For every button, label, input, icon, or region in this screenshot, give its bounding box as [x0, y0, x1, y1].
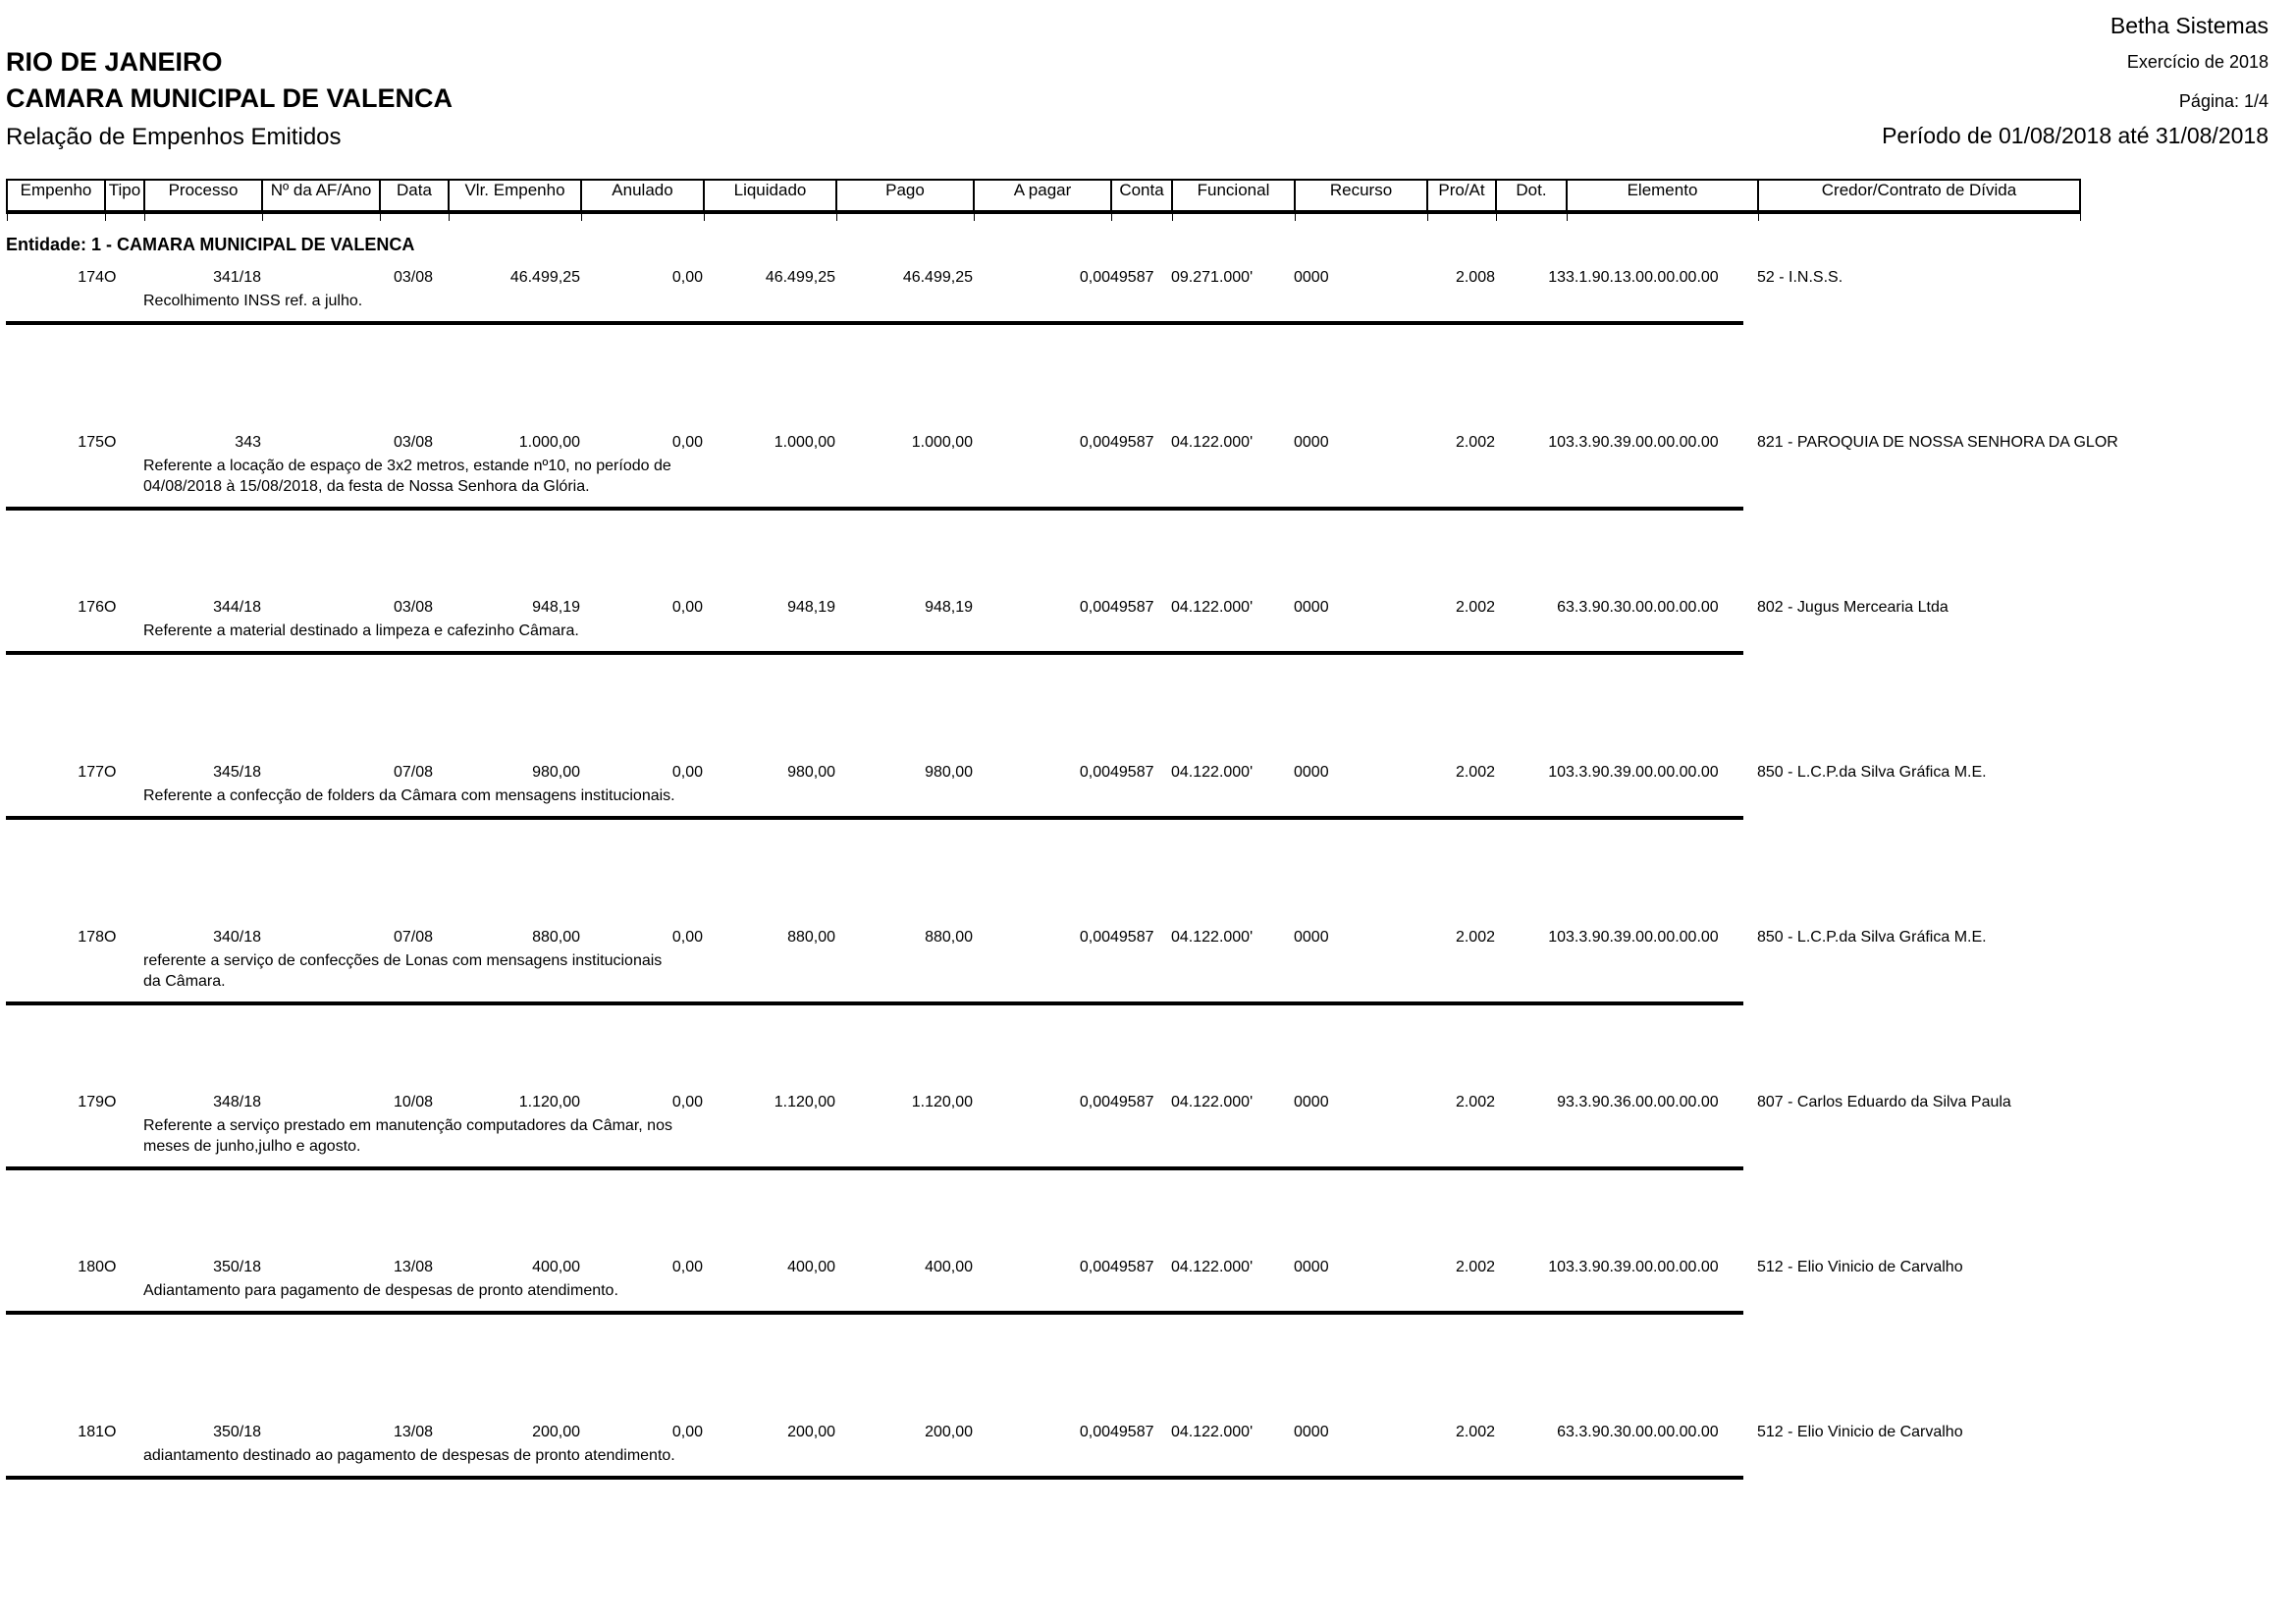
cell-af-ano [261, 1094, 379, 1115]
cell-a-pagar: 0,00 [1079, 1094, 1110, 1110]
cell-anulado: 0,00 [671, 1259, 703, 1275]
cell-funcional: 04.122.000' [1171, 1094, 1254, 1110]
cell-vlr-empenho: 46.499,25 [509, 269, 580, 286]
cell-funcional: 04.122.000' [1171, 929, 1254, 946]
cell-dot: 9 [1557, 1094, 1566, 1110]
column-header: Pro/At [1427, 180, 1496, 212]
cell-descricao: Referente a material destinado a limpeza e cafezinho Câmara. [143, 622, 579, 639]
cell-credor: 802 - Jugus Mercearia Ltda [1757, 599, 1949, 616]
empenhos-table-header [6, 179, 2081, 221]
cell-a-pagar: 0,00 [1079, 929, 1110, 946]
cell-elemento: 3.3.90.39.00.00.00.00 [1566, 929, 1719, 946]
cell-recurso: 0000 [1294, 599, 1329, 616]
column-header: Empenho [7, 180, 105, 212]
cell-conta: 49587 [1110, 764, 1154, 781]
cell-credor: 821 - PAROQUIA DE NOSSA SENHORA DA GLOR [1757, 434, 2118, 451]
record-separator [6, 816, 1743, 820]
cell-tipo: O [104, 1259, 117, 1275]
row-description [6, 621, 2079, 641]
cell-recurso: 0000 [1294, 434, 1329, 451]
table-row [6, 269, 2079, 291]
records-list [6, 269, 2296, 1589]
cell-elemento: 3.1.90.13.00.00.00.00 [1566, 269, 1719, 286]
cell-conta: 49587 [1110, 269, 1154, 286]
vendor-name: Betha Sistemas [2109, 13, 2269, 38]
column-header: Data [380, 180, 449, 212]
cell-pago: 400,00 [925, 1259, 973, 1275]
cell-funcional: 09.271.000' [1171, 269, 1254, 286]
cell-dot: 13 [1548, 269, 1566, 286]
cell-af-ano [261, 929, 379, 950]
row-description [6, 950, 2079, 992]
cell-descricao: adiantamento destinado ao pagamento de despesas de pronto atendimento. [143, 1447, 675, 1464]
cell-vlr-empenho: 980,00 [532, 764, 580, 781]
cell-anulado: 0,00 [671, 599, 703, 616]
cell-tipo: O [104, 1094, 117, 1110]
record-separator [6, 1311, 1743, 1315]
cell-vlr-empenho: 400,00 [532, 1259, 580, 1275]
state-name: RIO DE JANEIRO [6, 47, 223, 77]
cell-elemento: 3.3.90.36.00.00.00.00 [1566, 1094, 1719, 1110]
cell-credor: 807 - Carlos Eduardo da Silva Paula [1757, 1094, 2011, 1110]
cell-pago: 200,00 [925, 1424, 973, 1440]
cell-recurso: 0000 [1294, 269, 1329, 286]
cell-empenho: 175 [78, 434, 104, 451]
cell-pago: 1.000,00 [911, 434, 973, 451]
column-header: Processo [144, 180, 262, 212]
cell-data: 07/08 [393, 929, 434, 946]
row-description [6, 1445, 2079, 1466]
column-header: Liquidado [704, 180, 836, 212]
cell-pro-at: 2.008 [1455, 269, 1495, 286]
cell-conta: 49587 [1110, 929, 1154, 946]
row-description [6, 456, 2079, 497]
cell-empenho: 180 [78, 1259, 104, 1275]
column-header: A pagar [974, 180, 1111, 212]
table-row [6, 599, 2079, 621]
cell-dot: 10 [1548, 1259, 1566, 1275]
cell-processo: 343 [235, 434, 261, 451]
table-row [6, 434, 2079, 456]
cell-anulado: 0,00 [671, 434, 703, 451]
cell-empenho: 174 [78, 269, 104, 286]
cell-elemento: 3.3.90.39.00.00.00.00 [1566, 434, 1719, 451]
cell-liquidado: 980,00 [787, 764, 835, 781]
record-separator [6, 507, 1743, 511]
cell-funcional: 04.122.000' [1171, 599, 1254, 616]
empenho-record [6, 599, 2296, 764]
column-header: Conta [1111, 180, 1172, 212]
cell-pago: 1.120,00 [911, 1094, 973, 1110]
row-description [6, 1115, 2079, 1157]
cell-a-pagar: 0,00 [1079, 269, 1110, 286]
period-label: Período de 01/08/2018 até 31/08/2018 [1882, 123, 2269, 148]
cell-anulado: 0,00 [671, 929, 703, 946]
record-separator [6, 1476, 1743, 1480]
cell-funcional: 04.122.000' [1171, 1259, 1254, 1275]
cell-data: 10/08 [393, 1094, 434, 1110]
record-separator [6, 651, 1743, 655]
cell-data: 13/08 [393, 1259, 434, 1275]
table-row [6, 764, 2079, 785]
entity-name: CAMARA MUNICIPAL DE VALENCA [6, 83, 453, 113]
cell-af-ano [261, 434, 379, 456]
cell-a-pagar: 0,00 [1079, 1424, 1110, 1440]
cell-descricao: Recolhimento INSS ref. a julho. [143, 293, 363, 309]
cell-descricao: Referente a serviço prestado em manutenção computadores da Câmar, nos meses de junho,julho e agosto. [143, 1117, 672, 1155]
cell-liquidado: 948,19 [787, 599, 835, 616]
cell-conta: 49587 [1110, 1259, 1154, 1275]
cell-descricao: referente a serviço de confecções de Lonas com mensagens institucionais da Câmara. [143, 952, 663, 990]
cell-elemento: 3.3.90.30.00.00.00.00 [1566, 599, 1719, 616]
cell-pro-at: 2.002 [1455, 434, 1495, 451]
empenho-record [6, 1424, 2296, 1589]
cell-pago: 980,00 [925, 764, 973, 781]
cell-empenho: 178 [78, 929, 104, 946]
cell-empenho: 181 [78, 1424, 104, 1440]
cell-dot: 10 [1548, 434, 1566, 451]
cell-processo: 344/18 [213, 599, 261, 616]
table-row [6, 1259, 2079, 1280]
cell-data: 03/08 [393, 269, 434, 286]
cell-vlr-empenho: 948,19 [532, 599, 580, 616]
cell-pago: 880,00 [925, 929, 973, 946]
cell-descricao: Referente a confecção de folders da Câmara com mensagens institucionais. [143, 787, 675, 804]
cell-conta: 49587 [1110, 599, 1154, 616]
cell-liquidado: 880,00 [787, 929, 835, 946]
cell-descricao: Referente a locação de espaço de 3x2 metros, estande nº10, no período de 04/08/2018 à 15/08/2018, da festa de Nossa Senhora da Glória. [143, 458, 671, 495]
cell-af-ano [261, 764, 379, 785]
record-separator [6, 1166, 1743, 1170]
empenho-record [6, 929, 2296, 1094]
cell-a-pagar: 0,00 [1079, 1259, 1110, 1275]
table-row [6, 1424, 2079, 1445]
cell-pro-at: 2.002 [1455, 1424, 1495, 1440]
report-meta [1882, 12, 2269, 149]
empenho-record [6, 269, 2296, 434]
cell-processo: 350/18 [213, 1259, 261, 1275]
entity-group-label: Entidade: 1 - CAMARA MUNICIPAL DE VALENCA [6, 235, 415, 254]
cell-dot: 10 [1548, 764, 1566, 781]
cell-conta: 49587 [1110, 434, 1154, 451]
record-separator [6, 1001, 1743, 1005]
cell-data: 07/08 [393, 764, 434, 781]
cell-processo: 340/18 [213, 929, 261, 946]
cell-pago: 46.499,25 [902, 269, 973, 286]
empenho-record [6, 434, 2296, 599]
column-header: Tipo [105, 180, 144, 212]
cell-funcional: 04.122.000' [1171, 764, 1254, 781]
cell-processo: 348/18 [213, 1094, 261, 1110]
cell-empenho: 176 [78, 599, 104, 616]
cell-anulado: 0,00 [671, 1424, 703, 1440]
cell-liquidado: 400,00 [787, 1259, 835, 1275]
cell-recurso: 0000 [1294, 1424, 1329, 1440]
cell-data: 03/08 [393, 434, 434, 451]
cell-anulado: 0,00 [671, 764, 703, 781]
cell-liquidado: 46.499,25 [765, 269, 835, 286]
table-header-row [7, 180, 2080, 212]
cell-recurso: 0000 [1294, 764, 1329, 781]
row-description [6, 785, 2079, 806]
cell-elemento: 3.3.90.39.00.00.00.00 [1566, 764, 1719, 781]
page-number: Página: 1/4 [2178, 91, 2269, 111]
cell-data: 03/08 [393, 599, 434, 616]
empenho-record [6, 1094, 2296, 1259]
cell-credor: 512 - Elio Vinicio de Carvalho [1757, 1424, 1963, 1440]
cell-empenho: 179 [78, 1094, 104, 1110]
cell-tipo: O [104, 269, 117, 286]
cell-processo: 350/18 [213, 1424, 261, 1440]
cell-elemento: 3.3.90.30.00.00.00.00 [1566, 1424, 1719, 1440]
cell-recurso: 0000 [1294, 1259, 1329, 1275]
cell-processo: 345/18 [213, 764, 261, 781]
cell-empenho: 177 [78, 764, 104, 781]
cell-descricao: Adiantamento para pagamento de despesas de pronto atendimento. [143, 1282, 618, 1299]
cell-tipo: O [104, 599, 117, 616]
report-title: Relação de Empenhos Emitidos [6, 124, 342, 150]
cell-credor: 850 - L.C.P.da Silva Gráfica M.E. [1757, 929, 1987, 946]
cell-processo: 341/18 [213, 269, 261, 286]
row-description [6, 1280, 2079, 1301]
table-row [6, 1094, 2079, 1115]
column-header: Dot. [1496, 180, 1567, 212]
cell-pago: 948,19 [925, 599, 973, 616]
cell-af-ano [261, 599, 379, 621]
cell-af-ano [261, 1424, 379, 1445]
record-separator [6, 321, 1743, 325]
cell-conta: 49587 [1110, 1094, 1154, 1110]
cell-a-pagar: 0,00 [1079, 764, 1110, 781]
header-underline [7, 212, 2080, 221]
cell-vlr-empenho: 1.000,00 [518, 434, 580, 451]
column-header: Recurso [1295, 180, 1427, 212]
cell-vlr-empenho: 1.120,00 [518, 1094, 580, 1110]
cell-elemento: 3.3.90.39.00.00.00.00 [1566, 1259, 1719, 1275]
cell-liquidado: 1.120,00 [774, 1094, 835, 1110]
cell-vlr-empenho: 880,00 [532, 929, 580, 946]
cell-recurso: 0000 [1294, 1094, 1329, 1110]
cell-tipo: O [104, 929, 117, 946]
cell-credor: 52 - I.N.S.S. [1757, 269, 1843, 286]
cell-credor: 850 - L.C.P.da Silva Gráfica M.E. [1757, 764, 1987, 781]
column-header: Funcional [1172, 180, 1295, 212]
cell-recurso: 0000 [1294, 929, 1329, 946]
cell-liquidado: 1.000,00 [774, 434, 835, 451]
cell-anulado: 0,00 [671, 1094, 703, 1110]
cell-pro-at: 2.002 [1455, 599, 1495, 616]
cell-dot: 10 [1548, 929, 1566, 946]
cell-pro-at: 2.002 [1455, 1259, 1495, 1275]
cell-af-ano [261, 269, 379, 291]
cell-tipo: O [104, 434, 117, 451]
cell-tipo: O [104, 764, 117, 781]
cell-conta: 49587 [1110, 1424, 1154, 1440]
cell-pro-at: 2.002 [1455, 929, 1495, 946]
empenho-record [6, 1259, 2296, 1424]
cell-af-ano [261, 1259, 379, 1280]
column-header: Nº da AF/Ano [262, 180, 380, 212]
column-header: Pago [836, 180, 974, 212]
cell-pro-at: 2.002 [1455, 764, 1495, 781]
column-header: Elemento [1567, 180, 1758, 212]
cell-tipo: O [104, 1424, 117, 1440]
column-header: Anulado [581, 180, 704, 212]
cell-pro-at: 2.002 [1455, 1094, 1495, 1110]
cell-funcional: 04.122.000' [1171, 1424, 1254, 1440]
cell-liquidado: 200,00 [787, 1424, 835, 1440]
cell-data: 13/08 [393, 1424, 434, 1440]
column-header: Credor/Contrato de Dívida [1758, 180, 2080, 212]
table-row [6, 929, 2079, 950]
exercise-label: Exercício de 2018 [2126, 52, 2269, 72]
column-header: Vlr. Empenho [449, 180, 581, 212]
cell-dot: 6 [1557, 599, 1566, 616]
cell-a-pagar: 0,00 [1079, 599, 1110, 616]
cell-dot: 6 [1557, 1424, 1566, 1440]
row-description [6, 291, 2079, 311]
cell-vlr-empenho: 200,00 [532, 1424, 580, 1440]
cell-funcional: 04.122.000' [1171, 434, 1254, 451]
cell-anulado: 0,00 [671, 269, 703, 286]
cell-credor: 512 - Elio Vinicio de Carvalho [1757, 1259, 1963, 1275]
cell-a-pagar: 0,00 [1079, 434, 1110, 451]
empenho-record [6, 764, 2296, 929]
